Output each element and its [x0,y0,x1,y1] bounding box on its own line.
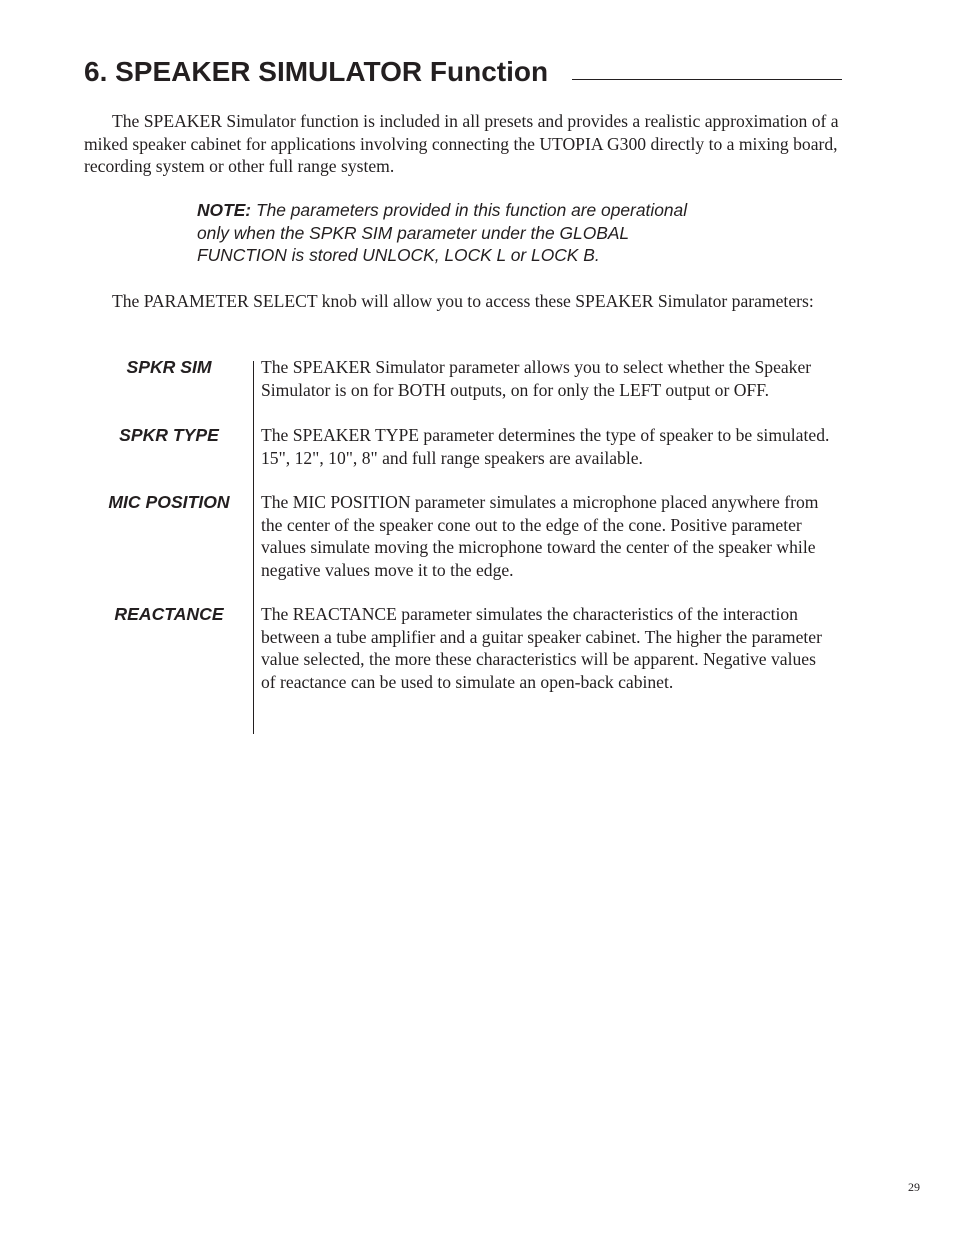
section-heading [84,54,844,94]
parameter-desc-mic-position [261,491,881,581]
parameter-select-paragraph: The PARAMETER SELECT knob will allow you to access these SPEAKER Simulator parameters: [112,291,814,311]
desc-line: value selected, the more these characteristics will be apparent. Negative values [261,649,816,670]
title-rule [572,79,842,80]
parameter-name-reactance: REACTANCE [114,604,224,624]
desc-line: 15", 12", 10", 8" and full range speakers are available. [261,447,643,468]
note-text-2: only when the SPKR SIM parameter under the GLOBAL [197,222,630,243]
desc-line: between a tube amplifier and a guitar speaker cabinet. The higher the parameter [261,626,822,647]
desc-line: The SPEAKER Simulator parameter allows you to select whether the Speaker [261,357,812,377]
desc-line: values simulate moving the microphone toward the center of the speaker while [261,537,816,558]
desc-line: The REACTANCE parameter simulates the characteristics of the interaction [261,604,798,624]
note-text-3: FUNCTION is stored UNLOCK, LOCK L or LOCK B. [197,245,600,266]
intro-paragraph: The SPEAKER Simulator function is included in all presets and provides a realistic approximation of a miked speaker cabinet for applications involving connecting the UTOPIA G300 directly to a mixing board, recording system or other full range system. [84,111,839,177]
parameter-desc-spkr-type [261,424,881,469]
parameter-divider-rule [253,361,254,734]
parameter-desc-reactance [261,603,881,693]
desc-line: The SPEAKER TYPE parameter determines the type of speaker to be simulated. [261,425,830,445]
desc-line: The MIC POSITION parameter simulates a microphone placed anywhere from [261,492,819,512]
desc-line: negative values move it to the edge. [261,559,514,580]
parameter-name-spkr-type: SPKR TYPE [119,425,219,445]
parameter-name-spkr-sim: SPKR SIM [126,357,212,377]
desc-line: of reactance can be used to simulate an open-back cabinet. [261,671,674,692]
note-label: NOTE: [197,200,252,220]
parameter-name-mic-position: MIC POSITION [108,492,230,512]
note-block [197,199,757,267]
desc-line: Simulator is on for BOTH outputs, on for only the LEFT output or OFF. [261,379,769,400]
parameter-desc-spkr-sim [261,356,881,401]
section-title: 6. SPEAKER SIMULATOR Function [84,56,549,87]
page-number: 29 [908,1180,920,1194]
desc-line: the center of the speaker cone out to the edge of the cone. Positive parameter [261,514,802,535]
note-line-1 [197,199,757,222]
note-text-1: The parameters provided in this function are operational [251,200,688,220]
